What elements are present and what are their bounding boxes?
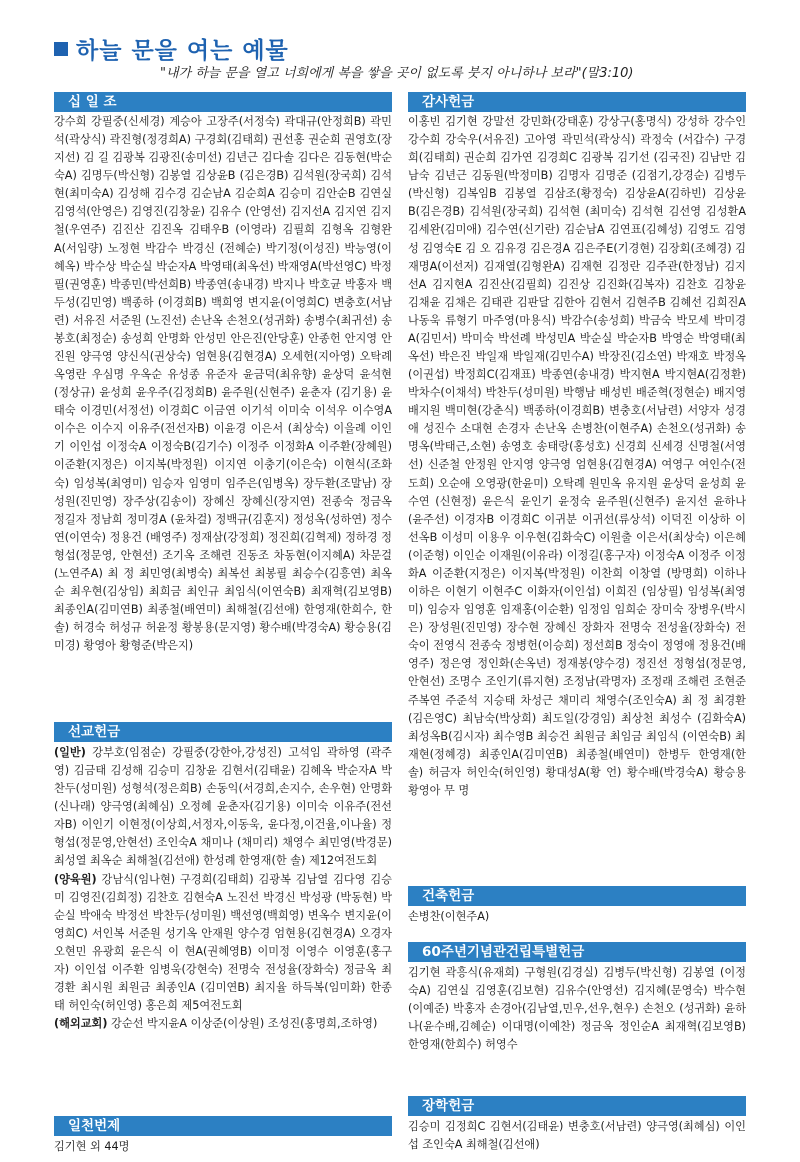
- section-title-building: 건축헌금: [408, 886, 746, 906]
- scripture-quote: "내가 하늘 문을 열고 너희에게 복을 쌓을 곳이 없도록 붓지 아니하나 보라"(말3:10): [160, 66, 634, 81]
- group-text: 강순선 박지윤A 이상준(이상원) 조성진(홍명희,조하영): [107, 1017, 378, 1031]
- group-text: 강부호(임점순) 강필중(강한아,강성진) 고석임 곽하영 (곽주영) 김금태 김성해 김승미 김창윤 김현서(김태윤) 김혜옥 박순자A 박찬두(성미원) 성형석(정은희B) 손동익(서경희,손지수, 손우현) 안명화(신나래) 양극영(최혜심) 오정혜 윤춘자(김기용) 이미숙 이유주(전선자B) 이인기 이현정(이상희,서정자,이동욱, 윤다정,이건율,이나율) 정형섭(정문영,안현선) 조인숙A 채미나 (채미리) 채영수 최민영(박경문) 최성열 최옥순 최해철(김선애) 한성례 한영재(한 솔) 제12여전도회: [54, 746, 392, 868]
- group-label: (일반): [54, 746, 86, 759]
- section-title-scholarship: 장학헌금: [408, 1096, 746, 1116]
- section-body-tithe: 강수희 강필중(신세경) 계승아 고장주(서정숙) 곽대규(안정희B) 곽민석(곽상식) 곽진형(정경희A) 구경회(김태희) 권선홍 권순희 권영호(장지선) 김 길 김광복 김광진(송미선) 김년근 김다솔 김다은 김동현(박순숙A) 김명두(박신형) 김봉열 김상윤B (김은경B) 김석원(장국희) 김석현(최미숙A) 김성해 김수경 김순남A 김순희A 김승미 김안순B 김연실 김영석(안영은) 김영진(김창윤) 김유수 (안영선) 김지선A 김지연 김지철(우연주) 김진산 김진옥 김태우B (이영라) 김필희 김형옥 김형완A(서임량) 노정현 박감수 박경신 (전혜순) 박기정(이성진) 박능영(이혜옥) 박수상 박순실 박순자A 박영태(최옥선) 박재영A(박선영C) 박정필(권영훈) 박종민(박선희B) 박종연(송내경) 박지나 박호균 박홍자 백두성(김민영) 백종하 (이경희B) 백희영 변지윤(이영희C) 변충호(서남련) 서유진 서준원 (노진선) 손난옥 손천오(성귀화) 송병수(최귀선) 송봉호(최정순) 송성희 안명화 안성민 안은진(안당훈) 안종헌 안지영 안진원 양극영 양신식(권상숙) 엄현용(김현경A) 오세헌(지아영) 오탁례 옥영란 우심명 우옥순 유성종 유준자 윤금덕(최유향) 윤상덕 윤석현(정상규) 윤성희 윤우주(김정희B) 윤주원(신현주) 윤춘자 (김기용) 윤태숙 이경민(서정선) 이경희C 이금연 이기석 이미숙 이석우 이수영A 이수은 이수지 이유주(전선자B) 이윤경 이은서 (최상숙) 이을례 이인기 이인섭 이정숙A 이정숙B(김기수) 이정주 이정화A 이주환(장혜원) 이준환(지정은) 이지복(박정원) 이지연 이충기(이은숙) 이현식(조화숙) 임성복(최영미) 임승자 임영미 임주은(임병옥) 장두환(조말남) 장성원(진민영) 장주상(김송이) 장혜신 장혜신(장지연) 전종숙 정금옥 정길자 정남희 정미경A (윤차걸) 정백규(김훈지) 정성옥(성하연) 정수연(이연숙) 정용건 (배영주) 정재삼(강정희) 정진희(김혁제) 정하경 정형섭(정문영, 안현선) 조기옥 조해련 진동조 차동현(이지혜A) 차문걸(노연주A) 최 정 최민영(최병숙) 최복선 최봉필 최승수(김흥연) 최옥순 최우현(김상임) 최희금 최인규 최임식(이연숙B) 최재혁(김보영B) 최종인A(김미연B) 최종철(배연미) 최해철(김선애) 한영재(한희수, 한 솔) 허경숙 허성규 허윤정 황봉용(문지영) 황수배(박경숙A) 황승용(김미경) 황영아 황형준(박은지): [54, 115, 392, 653]
- section-title-thanks: 감사헌금: [408, 92, 746, 112]
- section-body-firstfruit: 김기현 외 44명: [54, 1140, 130, 1153]
- section-body-thanks: 이홍빈 김기현 강말선 강민화(강태훈) 강상구(홍명식) 강성하 강수인 강수희 강숙우(서유진) 고아영 곽민석(곽상식) 곽정숙 (서갑수) 구경희(김태희) 권순희 김가연 김경희C 김광복 김기선 (김국진) 김남만 김남숙 김년근 김동원(박정미B) 김명자 김명준 (김점기,강경순) 김병두(박신형) 김복임B 김봉열 김삼조(황정숙) 김상윤A(김하빈) 김상윤B(김은경B) 김석원(장국희) 김석현 (최미숙) 김석현 김선영 김성환A 김세완(김미애) 김수연(신기란) 김순남A 김연표(김혜성) 김영도 김영성 김영숙E 김 오 김유경 김은경A 김은주E(기경현) 김장회(조혜경) 김재명A(이선저) 김재열(김형완A) 김재현 김정란 김주관(한정남) 김지선A 김지현A 김진산(김필희) 김진상 김진화(김복자) 김찬호 김창윤 김채윤 김채은 김태관 김판달 김한아 김현서 김현주B 김혜선 김희진A 나동욱 류형기 마주영(마용식) 박감수(송성희) 박금숙 박모세 박미경A(김민서) 박미숙 박선례 박성민A 박순실 박순자B 박영순 박영태(최옥선) 박은진 박일재 박일재(김민수A) 박장진(김소연) 박재호 박정옥(이권섭) 박정희C(김재표) 박종연(송내경) 박지현A 박지현A(김정환) 박차수(이채석) 박찬두(성미원) 박행남 배성빈 배준혁(정현순) 배지영 배지원 백미현(강춘식) 백종하(이경희B) 변충호(서남련) 서양자 성경애 성진수 소대현 손경자 손난옥 손병찬(이현주A) 손천오(성귀화) 송명옥(박태근,소현) 송영호 송태랑(홍성호) 신경희 신세경 신명철(서영선) 신준철 안정원 안지영 양극영 엄현용(김현경A) 여영구 여인수(전도희) 오순애 오영광(한윤미) 오탁례 원민옥 유지원 윤상덕 윤성희 윤수연 (신현정) 윤은식 윤인기 윤정숙 윤주원(신현주) 윤지선 윤하나 (윤주선) 이경자B 이경희C 이귀분 이귀선(류상석) 이덕진 이상하 이선옥B 이성미 이용우 이우현(김화숙C) 이원출 이은서(최상숙) 이은혜(이준형) 이인순 이재원(이유라) 이정길(홍구자) 이정숙A 이정주 이정화A 이준환(지정은) 이지복(박정원) 이찬희 이창열 (방명희) 이하나 이하은 이현기 이현주C 이화자(이인섭) 이희진 (임상필) 임성복(최영미) 임승자 임영훈 임재홍(이순환) 임정임 임희순 장미숙 장병우(박시은) 장성원(진민영) 장수현 장혜신 장화자 전명숙 전성율(장화숙) 전숙이 전영식 전종숙 정병헌(이승희) 정선희B 정숙이 정영애 정용건(배영주) 정은영 정인화(손옥년) 정재봉(양수경) 정진선 정형섭(정문영,안현선) 조명수 조인기(류지현) 조정남(곽명자) 조정래 조해련 조현준 주복연 주준석 지승태 차성근 채미리 채영수(조인숙A) 최 정 최경환(김은영C) 최남숙(박상희) 최도일(강경임) 최상천 최성수 (김화숙A) 최성옥B(김시자) 최수영B 최승건 최원금 최임금 최임식 (이연숙B) 최재현(정혜경) 최종인A(김미연B) 최종철(배연미) 한병두 한영재(한 솔) 허금자 허인숙(허인영) 황대성A(황 언) 황수배(박경숙A) 황승용 황영아 무 명: [408, 115, 746, 797]
- group-label: (해외교회): [54, 1017, 108, 1031]
- mission-group-nurture: [54, 871, 392, 1016]
- section-title-tithe: 십 일 조: [54, 92, 392, 112]
- section-body-anniversary: 김기현 곽흥식(유재희) 구형원(김경실) 김병두(박신형) 김봉열 (이정숙A) 김연실 김영훈(김보현) 김유수(안영선) 김지혜(문영숙) 박수현(이예준) 박홍자 손경아(김남열,민우,선우,현우) 손천오 (성귀화) 윤하나(윤수배,김혜순) 이대명(이예찬) 정금옥 정인순A 최재혁(김보영B) 한영재(한희수) 허영수: [408, 966, 746, 1052]
- group-label: (양육원): [54, 872, 97, 886]
- page-header: [54, 32, 289, 65]
- section-body-scholarship: 김승미 김정희C 김현서(김태윤) 변충호(서남련) 양극영(최혜심) 이인섭 조인숙A 최해철(김선애): [408, 1120, 746, 1152]
- section-title-mission: 선교헌금: [54, 722, 392, 742]
- section-body-mission: [54, 744, 392, 1033]
- section-title-anniversary: 60주년기념관건립특별헌금: [408, 942, 746, 962]
- page-title: 하늘 문을 여는 예물: [76, 38, 289, 64]
- section-title-firstfruit: 일천번제: [54, 1116, 392, 1136]
- section-body-building: 손병찬(이현주A): [408, 910, 490, 923]
- square-bullet-icon: [54, 42, 68, 56]
- mission-group-overseas: [54, 1015, 392, 1033]
- mission-group-general: [54, 744, 392, 871]
- group-text: 강남식(임나현) 구경희(김태희) 김광복 김남열 김다영 김승미 김영진(김희정) 김찬호 김현숙A 노진선 박경신 박성광 (박동현) 박순실 박애숙 박정선 박찬두(성미원) 백선영(백희영) 변옥수 변지윤(이영희C) 서인복 서준원 성기옥 안재원 양수경 엄현용(김현경A) 오경자 오현민 유광희 윤은식 이 현A(권혜영B) 이미정 이영수 이영훈(홍구자) 이인섭 이주환 임병욱(강현숙) 전명숙 전성율(장화숙) 정금옥 최경환 최시원 최원금 최종인A (김미연B) 최지율 하득복(임미화) 한종태 허인숙(허인영) 홍은희 제5여전도회: [54, 872, 392, 1013]
